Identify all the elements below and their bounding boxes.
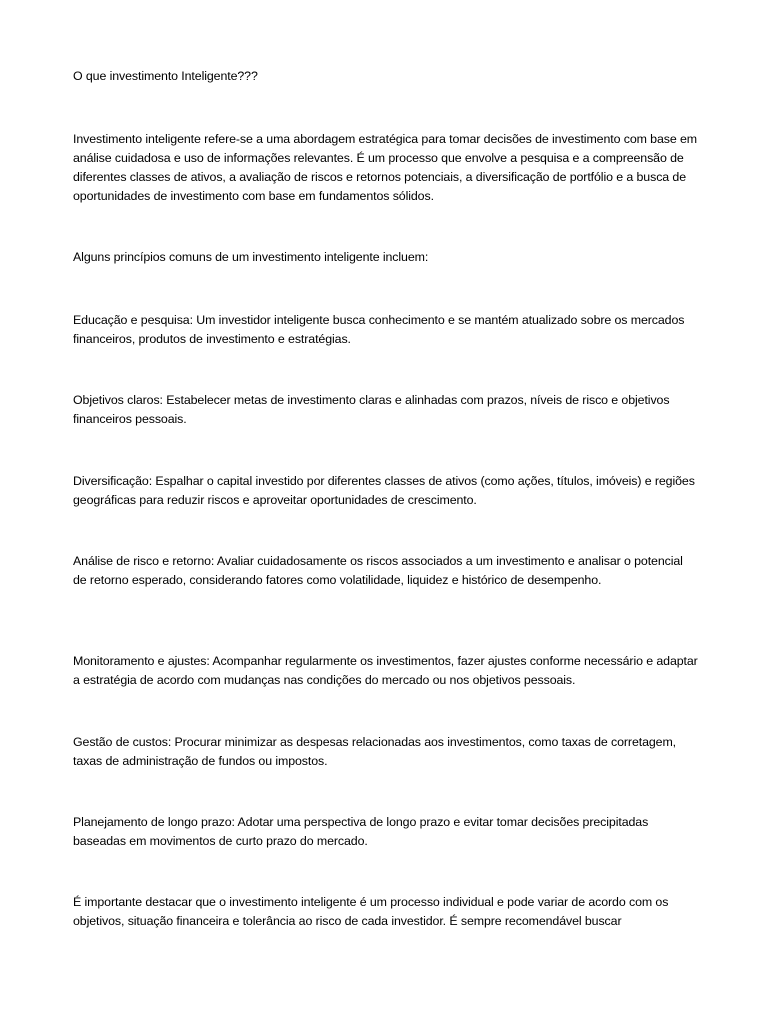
principle-monitoring-paragraph: Monitoramento e ajustes: Acompanhar regularmente os investimentos, fazer ajustes conforme necessário e adaptar a estratégia de acordo com mudanças nas condições do mercado ou nos objetivos pessoais. [73,654,698,687]
principle-education-paragraph: Educação e pesquisa: Um investidor inteligente busca conhecimento e se mantém atualizado sobre os mercados financeiros, produtos de investimento e estratégias. [73,313,685,346]
principle-costs-paragraph: Gestão de custos: Procurar minimizar as despesas relacionadas aos investimentos, como taxas de corretagem, taxas de administração de fundos ou impostos. [73,735,677,768]
principle-long-term-paragraph: Planejamento de longo prazo: Adotar uma perspectiva de longo prazo e evitar tomar decisões precipitadas baseadas em movimentos de curto prazo do mercado. [73,815,649,848]
principle-goals-paragraph: Objetivos claros: Estabelecer metas de investimento claras e alinhadas com prazos, níveis de risco e objetivos financeiros pessoais. [73,393,670,426]
intro-paragraph: Investimento inteligente refere-se a uma abordagem estratégica para tomar decisões de investimento com base em análise cuidadosa e uso de informações relevantes. É um processo que envolve a pesquisa e a compreensão de diferentes classes de ativos, a avaliação de riscos e retornos potenciais, a diversificação de portfólio e a busca de oportunidades de investimento com base em fundamentos sólidos. [73,132,698,203]
principle-diversification-paragraph: Diversificação: Espalhar o capital investido por diferentes classes de ativos (como ações, títulos, imóveis) e regiões geográficas para reduzir riscos e aproveitar oportunidades de crescimento. [73,474,695,507]
principles-intro-paragraph: Alguns princípios comuns de um investimento inteligente incluem: [73,250,429,264]
closing-paragraph: É importante destacar que o investimento inteligente é um processo individual e pode variar de acordo com os objetivos, situação financeira e tolerância ao risco de cada investidor. É sempre recomendável buscar [73,895,669,928]
principle-risk-return-paragraph: Análise de risco e retorno: Avaliar cuidadosamente os riscos associados a um investimento e analisar o potencial de retorno esperado, considerando fatores como volatilidade, liquidez e histórico de desempenho. [73,554,683,587]
document-title: O que investimento Inteligente??? [73,69,258,83]
